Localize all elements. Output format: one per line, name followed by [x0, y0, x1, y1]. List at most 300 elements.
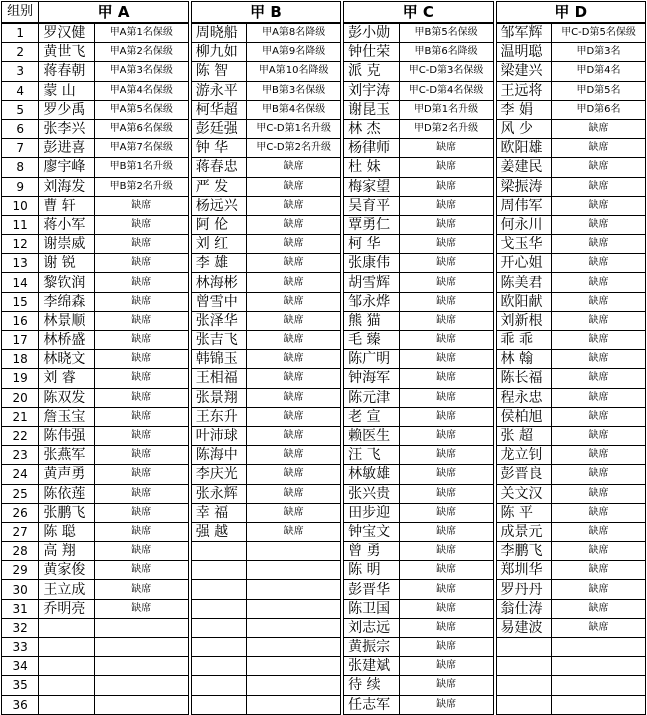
player-name-d: 彭晋良: [496, 465, 552, 484]
group-number: 1: [2, 23, 39, 43]
player-status-d: 甲C-D第5名保级: [552, 23, 646, 43]
player-status-a: 缺席: [94, 580, 188, 599]
player-status-a: 缺席: [94, 446, 188, 465]
player-name-d: 关文汉: [496, 484, 552, 503]
division-b-header: 甲 B: [191, 2, 340, 24]
player-name-c: 杨律师: [344, 139, 400, 158]
player-status-b: [247, 561, 341, 580]
player-status-c: 缺席: [399, 311, 493, 330]
player-status-c: 缺席: [399, 484, 493, 503]
player-name-b: 张泽华: [191, 311, 247, 330]
player-status-d: 甲D第3名: [552, 43, 646, 62]
player-name-a: 曹 轩: [39, 196, 95, 215]
player-name-a: 张燕军: [39, 446, 95, 465]
table-row: [2, 618, 646, 637]
player-name-d: 梁振涛: [496, 177, 552, 196]
player-status-d: 甲D第6名: [552, 100, 646, 119]
player-name-d: 何永川: [496, 215, 552, 234]
player-name-a: 陈 聪: [39, 522, 95, 541]
player-status-b: 甲C-D第1名升级: [247, 119, 341, 138]
player-status-b: 缺席: [247, 196, 341, 215]
player-status-c: 缺席: [399, 426, 493, 445]
table-row: [2, 254, 646, 273]
player-name-c: 梅家望: [344, 177, 400, 196]
player-status-d: 缺席: [552, 522, 646, 541]
player-name-b: 严 发: [191, 177, 247, 196]
player-name-a: 刘海发: [39, 177, 95, 196]
player-status-a: 缺席: [94, 542, 188, 561]
table-row: [2, 426, 646, 445]
player-name-b: [191, 561, 247, 580]
table-row: [2, 119, 646, 138]
player-status-b: [247, 695, 341, 714]
player-name-d: 王远将: [496, 81, 552, 100]
player-status-b: [247, 638, 341, 657]
player-status-c: 缺席: [399, 638, 493, 657]
player-name-a: 刘 睿: [39, 369, 95, 388]
player-status-a: 缺席: [94, 235, 188, 254]
player-name-a: 林桥盛: [39, 331, 95, 350]
player-status-d: 缺席: [552, 388, 646, 407]
group-number: 34: [2, 657, 39, 676]
player-name-d: 程永忠: [496, 388, 552, 407]
group-number: 36: [2, 695, 39, 714]
player-status-c: 缺席: [399, 446, 493, 465]
player-status-b: 甲A第8名降级: [247, 23, 341, 43]
table-row: [2, 580, 646, 599]
player-status-b: 缺席: [247, 158, 341, 177]
player-name-c: 刘宇涛: [344, 81, 400, 100]
table-row: [2, 215, 646, 234]
player-status-c: 缺席: [399, 542, 493, 561]
group-number: 20: [2, 388, 39, 407]
player-status-a: 缺席: [94, 311, 188, 330]
player-status-a: 缺席: [94, 484, 188, 503]
player-name-a: 蒙 山: [39, 81, 95, 100]
player-status-d: 缺席: [552, 542, 646, 561]
player-status-d: 缺席: [552, 350, 646, 369]
player-status-a: [94, 695, 188, 714]
player-name-b: [191, 676, 247, 695]
player-name-b: 陈海中: [191, 446, 247, 465]
player-name-d: [496, 638, 552, 657]
player-name-d: 李鹏飞: [496, 542, 552, 561]
player-status-c: 缺席: [399, 273, 493, 292]
group-number: 8: [2, 158, 39, 177]
player-name-c: 曾 勇: [344, 542, 400, 561]
player-name-a: 罗少禹: [39, 100, 95, 119]
player-name-a: [39, 695, 95, 714]
player-name-a: 罗汉健: [39, 23, 95, 43]
player-status-b: 缺席: [247, 331, 341, 350]
player-name-d: 翁仕涛: [496, 599, 552, 618]
player-status-b: 缺席: [247, 369, 341, 388]
player-name-d: [496, 657, 552, 676]
player-status-a: 甲A第6名保级: [94, 119, 188, 138]
player-status-a: 缺席: [94, 388, 188, 407]
player-status-b: 缺席: [247, 446, 341, 465]
player-name-b: 王相福: [191, 369, 247, 388]
player-name-a: 黎钦润: [39, 273, 95, 292]
group-number: 22: [2, 426, 39, 445]
table-row: [2, 292, 646, 311]
player-status-b: 缺席: [247, 254, 341, 273]
player-name-a: 黄家俊: [39, 561, 95, 580]
table-row: [2, 100, 646, 119]
player-name-c: 林 杰: [344, 119, 400, 138]
table-row: [2, 139, 646, 158]
player-name-b: 蒋春忠: [191, 158, 247, 177]
table-row: [2, 407, 646, 426]
player-status-d: [552, 638, 646, 657]
player-status-b: 缺席: [247, 388, 341, 407]
player-name-b: [191, 657, 247, 676]
player-name-a: 黄世飞: [39, 43, 95, 62]
player-status-d: 缺席: [552, 503, 646, 522]
player-name-d: 张 超: [496, 426, 552, 445]
player-name-c: 胡雪辉: [344, 273, 400, 292]
group-number: 6: [2, 119, 39, 138]
player-status-d: 缺席: [552, 618, 646, 637]
table-row: [2, 446, 646, 465]
group-number: 11: [2, 215, 39, 234]
player-status-b: 甲A第9名降级: [247, 43, 341, 62]
player-status-b: [247, 676, 341, 695]
player-status-d: 甲D第4名: [552, 62, 646, 81]
player-name-c: 汪 飞: [344, 446, 400, 465]
table-row: [2, 484, 646, 503]
group-number: 25: [2, 484, 39, 503]
table-row: [2, 311, 646, 330]
player-status-c: 缺席: [399, 388, 493, 407]
player-name-b: 叶沛球: [191, 426, 247, 445]
player-name-a: 蒋春朝: [39, 62, 95, 81]
group-number: 14: [2, 273, 39, 292]
player-name-d: 戈玉华: [496, 235, 552, 254]
player-name-b: 钟 华: [191, 139, 247, 158]
table-row: [2, 235, 646, 254]
table-row: [2, 503, 646, 522]
player-name-c: 吴育平: [344, 196, 400, 215]
player-status-c: 甲B第5名保级: [399, 23, 493, 43]
player-name-c: 张康伟: [344, 254, 400, 273]
player-name-d: 乖 乖: [496, 331, 552, 350]
player-name-d: 周伟军: [496, 196, 552, 215]
player-name-d: 侯柏旭: [496, 407, 552, 426]
player-name-b: 王东升: [191, 407, 247, 426]
header-row: [2, 2, 646, 24]
player-name-d: 龙立钊: [496, 446, 552, 465]
player-status-c: 缺席: [399, 254, 493, 273]
group-number: 29: [2, 561, 39, 580]
group-number: 32: [2, 618, 39, 637]
table-row: [2, 62, 646, 81]
player-name-b: 李庆光: [191, 465, 247, 484]
group-number: 30: [2, 580, 39, 599]
player-name-b: [191, 542, 247, 561]
player-name-c: 彭晋华: [344, 580, 400, 599]
group-number: 28: [2, 542, 39, 561]
player-name-b: 彭廷强: [191, 119, 247, 138]
player-status-a: 缺席: [94, 350, 188, 369]
group-number: 5: [2, 100, 39, 119]
player-name-a: 陈依莲: [39, 484, 95, 503]
player-status-c: 缺席: [399, 522, 493, 541]
table-row: [2, 638, 646, 657]
group-number: 31: [2, 599, 39, 618]
player-status-b: 甲A第10名降级: [247, 62, 341, 81]
player-status-b: [247, 618, 341, 637]
player-status-a: 甲B第2名升级: [94, 177, 188, 196]
player-name-b: 刘 红: [191, 235, 247, 254]
player-status-d: 缺席: [552, 292, 646, 311]
division-d-header: 甲 D: [496, 2, 645, 24]
player-name-c: 邹永烨: [344, 292, 400, 311]
player-name-b: 张永辉: [191, 484, 247, 503]
player-status-b: [247, 580, 341, 599]
player-name-c: 钟宝文: [344, 522, 400, 541]
group-number: 2: [2, 43, 39, 62]
player-status-a: [94, 676, 188, 695]
player-name-b: 柳九如: [191, 43, 247, 62]
player-status-d: 缺席: [552, 196, 646, 215]
player-name-c: 刘志远: [344, 618, 400, 637]
player-name-d: 郑圳华: [496, 561, 552, 580]
player-status-a: 甲A第1名保级: [94, 23, 188, 43]
group-number: 9: [2, 177, 39, 196]
player-name-c: 陈 明: [344, 561, 400, 580]
player-name-a: [39, 618, 95, 637]
player-name-b: 周晓船: [191, 23, 247, 43]
player-status-a: 缺席: [94, 369, 188, 388]
player-name-d: 风 少: [496, 119, 552, 138]
player-status-d: 缺席: [552, 273, 646, 292]
player-name-a: 高 翔: [39, 542, 95, 561]
player-name-d: 林 翰: [496, 350, 552, 369]
player-status-a: [94, 657, 188, 676]
player-name-d: 邹军辉: [496, 23, 552, 43]
player-status-a: 缺席: [94, 599, 188, 618]
player-status-c: 缺席: [399, 139, 493, 158]
group-number: 24: [2, 465, 39, 484]
table-row: [2, 599, 646, 618]
player-status-d: 缺席: [552, 331, 646, 350]
player-name-c: 张建斌: [344, 657, 400, 676]
player-status-a: 缺席: [94, 254, 188, 273]
player-status-c: 缺席: [399, 215, 493, 234]
player-name-c: 黄振宗: [344, 638, 400, 657]
group-number: 18: [2, 350, 39, 369]
player-name-c: 钟海军: [344, 369, 400, 388]
player-name-c: 田步迎: [344, 503, 400, 522]
player-status-c: 缺席: [399, 561, 493, 580]
player-name-b: [191, 695, 247, 714]
player-status-c: 甲B第6名降级: [399, 43, 493, 62]
player-status-a: 甲A第7名保级: [94, 139, 188, 158]
player-name-a: [39, 657, 95, 676]
player-name-a: 廖宇峰: [39, 158, 95, 177]
player-status-a: 缺席: [94, 503, 188, 522]
player-name-c: 陈卫国: [344, 599, 400, 618]
player-status-d: 缺席: [552, 599, 646, 618]
player-name-a: 黄声勇: [39, 465, 95, 484]
player-status-b: 缺席: [247, 292, 341, 311]
player-status-b: 缺席: [247, 522, 341, 541]
player-name-b: 柯华超: [191, 100, 247, 119]
player-status-b: 缺席: [247, 465, 341, 484]
player-name-d: [496, 695, 552, 714]
player-status-a: [94, 618, 188, 637]
player-status-a: 缺席: [94, 407, 188, 426]
group-number: 3: [2, 62, 39, 81]
player-status-d: 缺席: [552, 235, 646, 254]
player-status-c: 甲C-D第4名保级: [399, 81, 493, 100]
player-status-d: 缺席: [552, 407, 646, 426]
player-status-d: 缺席: [552, 254, 646, 273]
player-name-b: [191, 618, 247, 637]
group-number: 13: [2, 254, 39, 273]
player-status-a: 缺席: [94, 426, 188, 445]
table-row: [2, 331, 646, 350]
player-name-a: 张鹏飞: [39, 503, 95, 522]
group-table: [1, 1, 646, 715]
player-name-b: [191, 580, 247, 599]
group-number: 12: [2, 235, 39, 254]
player-name-a: 王立成: [39, 580, 95, 599]
player-status-c: 缺席: [399, 158, 493, 177]
player-name-a: [39, 638, 95, 657]
player-name-d: 刘新根: [496, 311, 552, 330]
player-status-d: [552, 695, 646, 714]
player-status-d: 缺席: [552, 158, 646, 177]
player-status-d: [552, 676, 646, 695]
group-number: 21: [2, 407, 39, 426]
player-status-d: 缺席: [552, 311, 646, 330]
player-status-c: 缺席: [399, 331, 493, 350]
player-name-d: 成景元: [496, 522, 552, 541]
player-status-c: 缺席: [399, 503, 493, 522]
player-name-b: 强 越: [191, 522, 247, 541]
player-status-a: 甲A第4名保级: [94, 81, 188, 100]
group-number: 17: [2, 331, 39, 350]
player-status-a: 缺席: [94, 561, 188, 580]
table-row: [2, 388, 646, 407]
player-status-b: [247, 599, 341, 618]
player-status-a: 甲A第3名保级: [94, 62, 188, 81]
table-row: [2, 158, 646, 177]
player-name-d: 温明聪: [496, 43, 552, 62]
player-name-c: 派 克: [344, 62, 400, 81]
player-status-b: 甲B第4名保级: [247, 100, 341, 119]
player-name-a: 林景顺: [39, 311, 95, 330]
player-name-b: 张景翔: [191, 388, 247, 407]
group-number: 10: [2, 196, 39, 215]
player-status-b: 甲C-D第2名升级: [247, 139, 341, 158]
player-status-a: 甲A第2名保级: [94, 43, 188, 62]
player-status-d: 缺席: [552, 426, 646, 445]
player-name-d: 李 娟: [496, 100, 552, 119]
player-status-a: 甲A第5名保级: [94, 100, 188, 119]
player-status-d: 缺席: [552, 446, 646, 465]
table-row: [2, 43, 646, 62]
group-number: 26: [2, 503, 39, 522]
player-name-d: [496, 676, 552, 695]
player-name-d: 欧阳献: [496, 292, 552, 311]
player-name-a: 陈双发: [39, 388, 95, 407]
player-name-a: 蒋小军: [39, 215, 95, 234]
player-status-c: 缺席: [399, 177, 493, 196]
player-status-d: [552, 657, 646, 676]
player-name-d: 欧阳雄: [496, 139, 552, 158]
player-status-d: 缺席: [552, 580, 646, 599]
group-number: 35: [2, 676, 39, 695]
player-status-d: 缺席: [552, 561, 646, 580]
player-name-c: 熊 猫: [344, 311, 400, 330]
player-status-c: 缺席: [399, 196, 493, 215]
player-status-c: 甲C-D第3名保级: [399, 62, 493, 81]
player-status-b: 缺席: [247, 484, 341, 503]
player-status-a: 缺席: [94, 465, 188, 484]
group-number: 19: [2, 369, 39, 388]
player-status-c: 缺席: [399, 618, 493, 637]
player-status-b: 缺席: [247, 503, 341, 522]
player-status-d: 缺席: [552, 139, 646, 158]
player-name-d: 开心姐: [496, 254, 552, 273]
player-status-c: 缺席: [399, 695, 493, 714]
table-row: [2, 465, 646, 484]
player-status-d: 甲D第5名: [552, 81, 646, 100]
table-row: [2, 81, 646, 100]
player-status-a: 缺席: [94, 292, 188, 311]
player-status-d: 缺席: [552, 484, 646, 503]
player-name-c: 柯 华: [344, 235, 400, 254]
table-row: [2, 273, 646, 292]
player-status-b: 缺席: [247, 350, 341, 369]
player-name-c: 彭小勋: [344, 23, 400, 43]
player-status-b: 缺席: [247, 426, 341, 445]
player-name-a: 林晓文: [39, 350, 95, 369]
group-number: 33: [2, 638, 39, 657]
player-name-a: 陈伟强: [39, 426, 95, 445]
player-name-b: [191, 638, 247, 657]
player-name-a: 乔明亮: [39, 599, 95, 618]
player-name-a: [39, 676, 95, 695]
player-name-c: 任志军: [344, 695, 400, 714]
player-status-a: 缺席: [94, 522, 188, 541]
player-status-b: 缺席: [247, 215, 341, 234]
player-name-b: 陈 智: [191, 62, 247, 81]
player-name-c: 毛 臻: [344, 331, 400, 350]
player-status-b: 缺席: [247, 273, 341, 292]
table-row: [2, 676, 646, 695]
player-status-a: 缺席: [94, 331, 188, 350]
player-name-c: 老 宣: [344, 407, 400, 426]
player-status-a: 甲B第1名升级: [94, 158, 188, 177]
player-name-c: 杜 妹: [344, 158, 400, 177]
player-status-b: 缺席: [247, 177, 341, 196]
group-number: 4: [2, 81, 39, 100]
player-status-c: 缺席: [399, 465, 493, 484]
player-status-c: 缺席: [399, 350, 493, 369]
table-row: [2, 23, 646, 43]
player-name-b: 游永平: [191, 81, 247, 100]
table-row: [2, 350, 646, 369]
player-name-a: 张李兴: [39, 119, 95, 138]
player-name-b: 幸 福: [191, 503, 247, 522]
player-status-b: [247, 657, 341, 676]
player-name-a: 詹玉宝: [39, 407, 95, 426]
group-number: 7: [2, 139, 39, 158]
